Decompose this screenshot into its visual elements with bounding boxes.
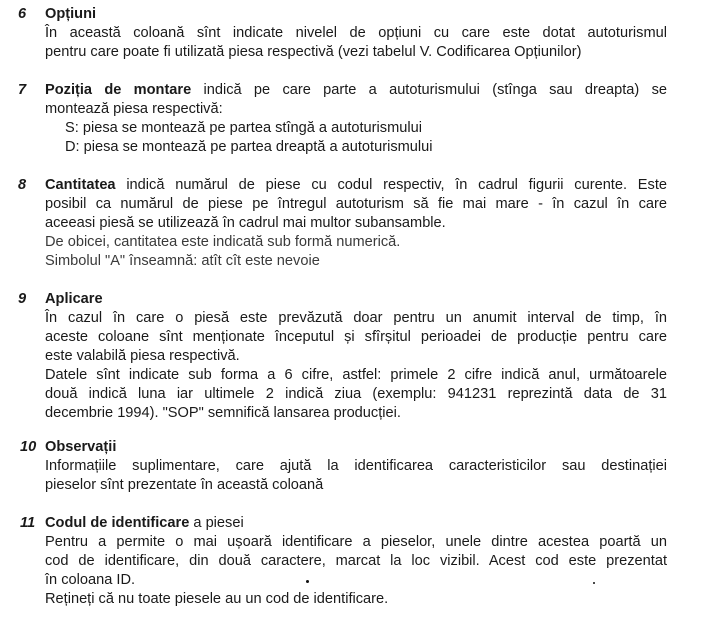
section-number: 6 [18, 6, 27, 22]
section-line: Simbolul "A" înseamnă: atît cît este nevoie [45, 253, 320, 269]
section-heading-line [45, 514, 667, 533]
section-line: Pentru a permite o mai ușoară identificare a pieselor, unele dintre acestea poartă un [45, 534, 667, 550]
section-number: 11 [20, 515, 36, 531]
section-body [45, 290, 667, 423]
section-line: aceeasi piesă se utilizează în cadrul mai multor subansamble. [45, 215, 446, 231]
section-title: Opțiuni [45, 6, 97, 22]
section-line: pieselor sînt prezentate în această coloană [45, 477, 324, 493]
section-body [45, 5, 667, 62]
section-body [45, 81, 667, 157]
section-number: 9 [18, 291, 27, 307]
section-number: 10 [20, 439, 37, 455]
section-body [45, 176, 667, 271]
section-title-rest: a piesei [189, 515, 244, 531]
section-number: 8 [18, 177, 27, 193]
section-line: Rețineți că nu toate piesele au un cod de identificare. [45, 591, 389, 607]
section-line: În această coloană sînt indicate nivelel de opțiuni cu care este dotat autoturismul [45, 25, 667, 41]
section-title-rest: indică pe care parte a autoturismului (stînga sau dreapta) se [191, 82, 667, 98]
section-title: Poziția de montare [45, 82, 192, 98]
section-line: D: piesa se montează pe partea dreaptă a autoturismului [65, 139, 433, 155]
section-line: aceste coloane sînt menționate începutul și sfîrșitul perioadei de producție pentru care [45, 329, 667, 345]
section-line: Datele sînt indicate sub forma a 6 cifre, astfel: primele 2 cifre indică anul, următoarele [45, 367, 667, 383]
scan-speck [593, 582, 595, 584]
section-line: decembrie 1994). "SOP" semnifică lansarea producției. [45, 405, 401, 421]
section-line: S: piesa se montează pe partea stîngă a autoturismului [65, 120, 422, 136]
section-line: montează piesa respectivă: [45, 101, 223, 117]
section-line: În cazul în care o piesă este prevăzută doar pentru un anumit interval de timp, în [45, 310, 667, 326]
section-title: Observații [45, 439, 117, 455]
section-line: în coloana ID. [45, 572, 136, 588]
section-title: Cantitatea [45, 177, 116, 193]
scan-speck [306, 580, 309, 583]
section-title: Aplicare [45, 291, 103, 307]
section-number: 7 [18, 82, 27, 98]
section-title-rest: indică numărul de piese cu codul respectiv, în cadrul figurii curente. Este [115, 177, 667, 193]
section-line: este valabilă piesa respectivă. [45, 348, 240, 364]
section-line: două indică luna iar ultimele 2 indică ziua (exemplu: 941231 reprezintă data de 31 [45, 386, 667, 402]
section-body [45, 438, 667, 495]
section-line: cod de identificare, din două caractere, marcat la loc vizibil. Acest cod este prezentat [45, 553, 667, 569]
section-line: pentru care poate fi utilizată piesa respectivă (vezi tabelul V. Codificarea Opțiunilor) [45, 44, 582, 60]
section-body [45, 514, 667, 609]
section-title: Codul de identificare [45, 515, 190, 531]
section-line: Informațiile suplimentare, care ajută la identificarea caracteristicilor sau destinației [45, 458, 667, 474]
section-line: posibil ca numărul de piese pe întregul autoturism să fie mai mare - în cazul în care [45, 196, 667, 212]
section-heading-line [45, 176, 667, 195]
section-heading-line [45, 81, 667, 100]
section-line: De obicei, cantitatea este indicată sub formă numerică. [45, 234, 401, 250]
